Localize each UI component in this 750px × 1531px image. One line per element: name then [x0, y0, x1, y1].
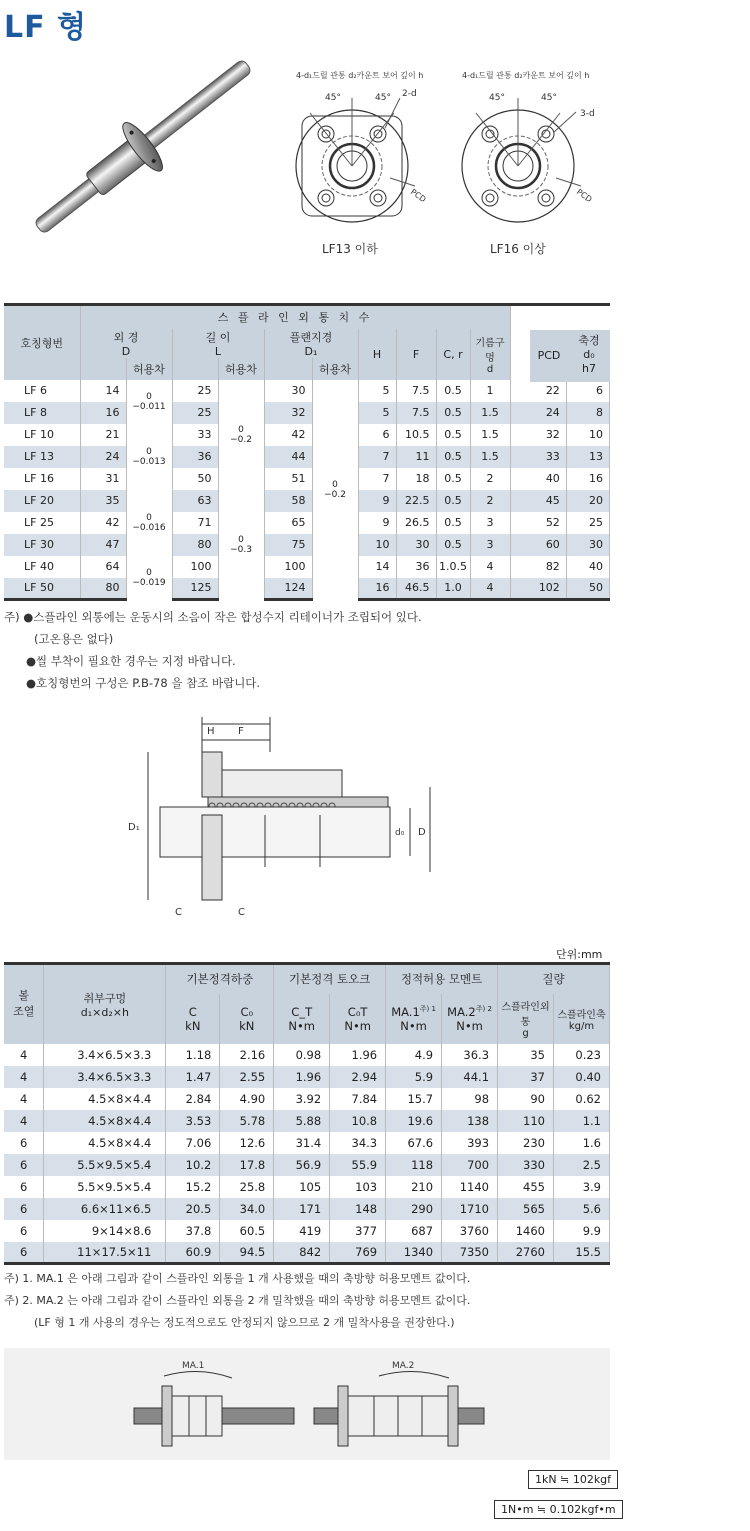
table-cell: 44 [264, 446, 312, 468]
table-cell: 2760 [498, 1242, 554, 1264]
table-cell: 6 [4, 1154, 44, 1176]
header-torque: 기본정격 토오크 [274, 964, 386, 994]
table-row [4, 1088, 610, 1110]
table-cell: 42 [80, 512, 126, 534]
table-row [4, 1066, 610, 1088]
header-moment: 정적허용 모멘트 [386, 964, 498, 994]
table-cell: 3 [470, 512, 510, 534]
table-cell: 7 [358, 468, 396, 490]
table-cell: LF 13 [4, 446, 80, 468]
table-cell: 0.40 [553, 1066, 609, 1088]
table-cell: 20.5 [166, 1198, 220, 1220]
table-row [4, 380, 610, 402]
table-cell: 15.2 [166, 1176, 220, 1198]
table-cell: 40 [566, 556, 609, 578]
header-tol-D: 허용차 [126, 358, 172, 380]
table-cell: LF 30 [4, 534, 80, 556]
header-hole-sub: d₁×d₂×h [80, 1005, 129, 1019]
table-cell: 58 [264, 490, 312, 512]
table-row [4, 556, 610, 578]
table-cell: 15.5 [553, 1242, 609, 1264]
tolerance-D: 0 −0.013 [126, 424, 172, 490]
notes-1 [4, 606, 610, 694]
table-cell: 377 [330, 1220, 386, 1242]
table-cell: 10 [566, 424, 609, 446]
table-cell: 290 [386, 1198, 442, 1220]
table-cell: 4 [4, 1110, 44, 1132]
moment-diagram [4, 1348, 610, 1460]
table-cell: 1.47 [166, 1066, 220, 1088]
table-row [4, 1110, 610, 1132]
table-cell: 3.4×6.5×3.3 [44, 1044, 166, 1066]
table-cell: 4 [4, 1044, 44, 1066]
svg-text:F: F [238, 726, 244, 737]
table-cell: LF 6 [4, 380, 80, 402]
header-load: 기본정격하중 [166, 964, 274, 994]
table-cell: 63 [172, 490, 218, 512]
tolerance-L: 0 −0.2 [218, 380, 264, 490]
table-cell: 5.5×9.5×5.4 [44, 1154, 166, 1176]
table-cell: 35 [80, 490, 126, 512]
table-cell: 4 [4, 1066, 44, 1088]
table-cell: 6.6×11×6.5 [44, 1198, 166, 1220]
table-cell: 30 [566, 534, 609, 556]
table-cell: 5.9 [386, 1066, 442, 1088]
conversion-nm: 1N•m ≒ 0.102kgf•m [494, 1500, 623, 1519]
table-cell: 0.5 [436, 534, 470, 556]
svg-text:H: H [207, 726, 215, 737]
table-cell: 5.78 [220, 1110, 274, 1132]
table-cell: LF 16 [4, 468, 80, 490]
table-cell: 4.5×8×4.4 [44, 1088, 166, 1110]
table-cell: 16 [566, 468, 609, 490]
table-cell: 455 [498, 1176, 554, 1198]
tolerance-L: 0 −0.3 [218, 490, 264, 600]
table-cell: 6 [4, 1242, 44, 1264]
table-cell: 6 [358, 424, 396, 446]
header-mass: 질량 [498, 964, 610, 994]
tolerance-D: 0 −0.019 [126, 556, 172, 600]
table-cell: 31.4 [274, 1132, 330, 1154]
header-L-sub: L [214, 344, 222, 358]
table-cell: 35 [498, 1044, 554, 1066]
table-cell: 1710 [442, 1198, 498, 1220]
table-cell: 393 [442, 1132, 498, 1154]
table-row [4, 1220, 610, 1242]
table-row [4, 1154, 610, 1176]
cross-section-drawing [120, 712, 450, 927]
table-cell: 0.98 [274, 1044, 330, 1066]
table-row [4, 402, 610, 424]
table-cell: 14 [358, 556, 396, 578]
table-cell: 102 [510, 578, 566, 600]
table-row [4, 1242, 610, 1264]
table-cell: 5.6 [553, 1198, 609, 1220]
svg-text:PCD: PCD [574, 187, 594, 205]
table-cell: 0.5 [436, 490, 470, 512]
table-cell: 10.8 [330, 1110, 386, 1132]
table-cell: 0.23 [553, 1044, 609, 1066]
table-cell: 25 [172, 380, 218, 402]
table-cell: 9 [358, 512, 396, 534]
table-cell: 0.5 [436, 468, 470, 490]
table-cell: 230 [498, 1132, 554, 1154]
table-cell: LF 20 [4, 490, 80, 512]
table-cell: 6 [4, 1132, 44, 1154]
table-cell: 687 [386, 1220, 442, 1242]
table-cell: 60.9 [166, 1242, 220, 1264]
header-F: F [396, 329, 436, 380]
table-cell: 16 [358, 578, 396, 600]
table-cell: 1 [470, 380, 510, 402]
table-cell: 34.0 [220, 1198, 274, 1220]
table-cell: 0.5 [436, 446, 470, 468]
table-cell: 3.53 [166, 1110, 220, 1132]
header-D1: 플랜지경 [289, 330, 333, 344]
table-cell: 4 [4, 1088, 44, 1110]
table-cell: 0.5 [436, 402, 470, 424]
table-cell: 33 [172, 424, 218, 446]
table-cell: 56.9 [274, 1154, 330, 1176]
header-d-sub: d [486, 363, 494, 375]
header-model: 호칭형번 [4, 305, 80, 380]
header-tol-L: 허용차 [218, 358, 264, 380]
rating-table: 볼 조열 취부구멍 d₁×d₂×h 기본정격하중 기본정격 토오크 정적허용 모멘트 질량 C kN C₀ kN C_T N•m C₀T N•m $MA.1^{주) 1}$ N•m $MA.2^{주) 2}$ N•m 스플라인외통 g 스플라인축 kg/m 4 3.4×6.5×3.3 1.18 2.16 0.98 1.96 4.9 36.3 35 0.23 4 3.4×6.5×3.3 1.47 2.55 1.96 2.94 5.9 44.1 37 0.40 4 4.5×8×4.4 2.84 4.90 3.92 7.84 15.7 98 90 0.62 4 4.5×8×4.4 3.53 5.78 5.88 10.8 19.6 138 110 1.1 6 4.5×8×4.4 7.06 12.6 31.4 34.3 67.6 393 230 1.6 6 5.5×9.5×5.4 10.2 17.8 56.9 55.9 118 700 330 2.5 6 5.5×9.5×5.4 15.2 25.8 105 103 210 1140 455 3.9 6 6.6×11×6.5 20.5 34.0 171 148 290 1710 565 5.6 6 9×14×8.6 37.8 60.5 419 377 687 3760 1460 9.9 6 11×17.5×11 60.9 94.5 842 769 1340 7350 2760 15.5 [4, 962, 610, 1265]
table-cell: 60.5 [220, 1220, 274, 1242]
table-cell: 3.9 [553, 1176, 609, 1198]
table-cell: 22.5 [396, 490, 436, 512]
svg-text:MA.2: MA.2 [392, 1361, 415, 1371]
table-cell: 71 [172, 512, 218, 534]
table-cell: 12.6 [220, 1132, 274, 1154]
table-cell: 80 [172, 534, 218, 556]
header-d: 기름구멍 [475, 337, 505, 364]
table-cell: 5 [358, 380, 396, 402]
table-cell: 110 [498, 1110, 554, 1132]
table-cell: 20 [566, 490, 609, 512]
table-cell: 2 [470, 468, 510, 490]
table-cell: 33 [510, 446, 566, 468]
header-group: 스 플 라 인 외 통 치 수 [80, 305, 510, 329]
note-1-0: 주) ●스플라인 외통에는 운동시의 소음이 작은 합성수지 리테이너가 조립되어 있다. [4, 610, 422, 624]
table-cell: 6 [566, 380, 609, 402]
header-D1-sub: D₁ [304, 344, 318, 358]
flange-drawing-lf16 [456, 68, 606, 238]
table-cell: 1.0.5 [436, 556, 470, 578]
table-row [4, 1176, 610, 1198]
table-cell: 19.6 [386, 1110, 442, 1132]
tolerance-D: 0 −0.016 [126, 490, 172, 556]
note-2-2: (LF 형 1 개 사용의 경우는 정도적으로도 안정되지 않으므로 2 개 밀착사용을 권장한다.) [34, 1316, 455, 1329]
table-cell: 65 [264, 512, 312, 534]
header-hole: 취부구멍 [83, 991, 127, 1005]
table-cell: 11 [396, 446, 436, 468]
table-row [4, 446, 610, 468]
header-tol-D1: 허용차 [312, 358, 358, 380]
table-cell: 50 [566, 578, 609, 600]
table-row [4, 468, 610, 490]
table-cell: 100 [264, 556, 312, 578]
table-cell: 105 [274, 1176, 330, 1198]
table-cell: 22 [510, 380, 566, 402]
svg-text:C: C [175, 907, 182, 918]
conversion-kn: 1kN ≒ 102kgf [528, 1470, 618, 1489]
table-cell: 10.5 [396, 424, 436, 446]
table-cell: 5.5×9.5×5.4 [44, 1176, 166, 1198]
table-cell: 1340 [386, 1242, 442, 1264]
table-cell: 1.5 [470, 402, 510, 424]
table-cell: 419 [274, 1220, 330, 1242]
table-cell: 7.84 [330, 1088, 386, 1110]
table-cell: 25 [172, 402, 218, 424]
table-cell: 3760 [442, 1220, 498, 1242]
table-cell: 24 [510, 402, 566, 424]
table-cell: 842 [274, 1242, 330, 1264]
table-cell: 30 [396, 534, 436, 556]
table-cell: 98 [442, 1088, 498, 1110]
header-d0: 축경 d₀ h7 [568, 330, 610, 382]
note-2-1: 주) 2. MA.2 는 아래 그림과 같이 스플라인 외통을 2 개 밀착했을 때의 축방향 허용모멘트 값이다. [4, 1294, 471, 1307]
table-cell: 36 [396, 556, 436, 578]
table-cell: 1.1 [553, 1110, 609, 1132]
table-cell: 64 [80, 556, 126, 578]
header-bolt: 볼 조열 [4, 964, 44, 1044]
table-cell: 46.5 [396, 578, 436, 600]
header-L: 길 이 [205, 330, 231, 344]
table-cell: 1.6 [553, 1132, 609, 1154]
table-cell: 3 [470, 534, 510, 556]
table-cell: 1.5 [470, 424, 510, 446]
table-cell: 94.5 [220, 1242, 274, 1264]
svg-text:PCD: PCD [408, 187, 428, 205]
table-cell: 32 [264, 402, 312, 424]
note-1-1: (고온용은 없다) [34, 632, 114, 646]
table-cell: 24 [80, 446, 126, 468]
table-cell: LF 10 [4, 424, 80, 446]
table-cell: LF 40 [4, 556, 80, 578]
table-cell: 118 [386, 1154, 442, 1176]
table-cell: 9 [358, 490, 396, 512]
svg-text:C: C [238, 907, 245, 918]
table-cell: 4 [470, 578, 510, 600]
table-cell: 2.94 [330, 1066, 386, 1088]
table-cell: 30 [264, 380, 312, 402]
table-cell: 10.2 [166, 1154, 220, 1176]
table-cell: 11×17.5×11 [44, 1242, 166, 1264]
table-cell: 15.7 [386, 1088, 442, 1110]
flange1-label: LF13 이하 [322, 242, 378, 256]
table-cell: 60 [510, 534, 566, 556]
svg-text:45°: 45° [375, 93, 391, 103]
table-cell: 125 [172, 578, 218, 600]
table-cell: 21 [80, 424, 126, 446]
table-cell: 6 [4, 1220, 44, 1242]
svg-text:MA.1: MA.1 [182, 1361, 205, 1371]
table-row [4, 424, 610, 446]
unit-label: 단위:mm [556, 948, 603, 961]
table-row [4, 512, 610, 534]
notes-2 [4, 1268, 624, 1334]
table-cell: 18 [396, 468, 436, 490]
svg-text:45°: 45° [541, 93, 557, 103]
table-cell: 55.9 [330, 1154, 386, 1176]
table-row [4, 490, 610, 512]
table-cell: 124 [264, 578, 312, 600]
header-H: H [358, 329, 396, 380]
table-cell: 0.5 [436, 512, 470, 534]
table-row [4, 1044, 610, 1066]
table-cell: 9.9 [553, 1220, 609, 1242]
table-cell: 51 [264, 468, 312, 490]
flange2-note: 4-d₁드릴 관통 d₂카운트 보어 깊이 h [462, 71, 590, 80]
table-cell: 103 [330, 1176, 386, 1198]
table-cell: 1.18 [166, 1044, 220, 1066]
table-cell: 5 [358, 402, 396, 424]
table-cell: 330 [498, 1154, 554, 1176]
table-cell: 13 [566, 446, 609, 468]
table-cell: 34.3 [330, 1132, 386, 1154]
table-cell: 4.5×8×4.4 [44, 1110, 166, 1132]
table-cell: 0.62 [553, 1088, 609, 1110]
table-cell: 171 [274, 1198, 330, 1220]
table-cell: 769 [330, 1242, 386, 1264]
table-cell: 1.96 [274, 1066, 330, 1088]
table-cell: 14 [80, 380, 126, 402]
table-cell: 32 [510, 424, 566, 446]
flange-drawing-lf13 [290, 68, 440, 238]
table-cell: 2.55 [220, 1066, 274, 1088]
table-cell: 0.5 [436, 424, 470, 446]
table-cell: 4.9 [386, 1044, 442, 1066]
page-title: LF 형 [4, 10, 88, 45]
table-cell: 6 [4, 1176, 44, 1198]
table-cell: 2 [470, 490, 510, 512]
table-row [4, 1132, 610, 1154]
table-cell: 9×14×8.6 [44, 1220, 166, 1242]
table-cell: 90 [498, 1088, 554, 1110]
table-cell: 1460 [498, 1220, 554, 1242]
table-cell: 7.5 [396, 402, 436, 424]
table-cell: 31 [80, 468, 126, 490]
table-cell: 1.96 [330, 1044, 386, 1066]
svg-text:D: D [418, 827, 426, 838]
table-cell: 82 [510, 556, 566, 578]
table-cell: 7 [358, 446, 396, 468]
table-row [4, 578, 610, 600]
table-cell: 42 [264, 424, 312, 446]
table-cell: 75 [264, 534, 312, 556]
table-row [4, 534, 610, 556]
table-cell: 4.5×8×4.4 [44, 1132, 166, 1154]
table-cell: 8 [566, 402, 609, 424]
table-cell: 1.5 [470, 446, 510, 468]
table-cell: 50 [172, 468, 218, 490]
table-cell: 0.5 [436, 380, 470, 402]
svg-text:45°: 45° [489, 93, 505, 103]
table-cell: 565 [498, 1198, 554, 1220]
flange1-note: 4-d₁드릴 관통 d₂카운트 보어 깊이 h [296, 71, 424, 80]
table-cell: 4 [470, 556, 510, 578]
table-cell: 6 [4, 1198, 44, 1220]
table-cell: LF 8 [4, 402, 80, 424]
svg-text:2-d: 2-d [402, 89, 417, 99]
flange2-label: LF16 이상 [490, 242, 546, 256]
table-cell: 5.88 [274, 1110, 330, 1132]
header-Cr: C, r [436, 329, 470, 380]
table-cell: 4.90 [220, 1088, 274, 1110]
table-cell: 2.84 [166, 1088, 220, 1110]
spline-dimension-table [4, 303, 610, 601]
table-cell: 37 [498, 1066, 554, 1088]
table-cell: 52 [510, 512, 566, 534]
svg-text:d₀: d₀ [395, 828, 405, 838]
table-cell: 2.5 [553, 1154, 609, 1176]
table-cell: 47 [80, 534, 126, 556]
table-cell: 7.06 [166, 1132, 220, 1154]
table-cell: 138 [442, 1110, 498, 1132]
table-cell: 3.92 [274, 1088, 330, 1110]
table-cell: 148 [330, 1198, 386, 1220]
table-cell: 100 [172, 556, 218, 578]
table-cell: LF 25 [4, 512, 80, 534]
table-cell: 10 [358, 534, 396, 556]
tolerance-D1: 0 −0.2 [312, 380, 358, 600]
table-cell: 36 [172, 446, 218, 468]
table-cell: 45 [510, 490, 566, 512]
table-cell: 2.16 [220, 1044, 274, 1066]
header-D: 외 경 [113, 330, 139, 344]
table-cell: LF 50 [4, 578, 80, 600]
table-cell: 17.8 [220, 1154, 274, 1176]
svg-text:45°: 45° [325, 93, 341, 103]
svg-text:D₁: D₁ [128, 822, 140, 833]
note-1-3: ●호칭형번의 구성은 P.B-78 을 참조 바랍니다. [26, 676, 261, 690]
table-cell: 67.6 [386, 1132, 442, 1154]
table-cell: 25 [566, 512, 609, 534]
note-2-0: 주) 1. MA.1 은 아래 그림과 같이 스플라인 외통을 1 개 사용했을 때의 축방향 허용모멘트 값이다. [4, 1272, 471, 1285]
table-cell: 44.1 [442, 1066, 498, 1088]
table-cell: 1140 [442, 1176, 498, 1198]
table-cell: 7.5 [396, 380, 436, 402]
table-cell: 210 [386, 1176, 442, 1198]
table-cell: 25.8 [220, 1176, 274, 1198]
svg-text:3-d: 3-d [580, 109, 595, 119]
table-row [4, 1198, 610, 1220]
table-cell: 80 [80, 578, 126, 600]
product-illustration [10, 55, 280, 235]
table-cell: 37.8 [166, 1220, 220, 1242]
table-cell: 7350 [442, 1242, 498, 1264]
table-cell: 40 [510, 468, 566, 490]
table-cell: 26.5 [396, 512, 436, 534]
header-D-sub: D [121, 344, 131, 358]
table-cell: 3.4×6.5×3.3 [44, 1066, 166, 1088]
header-PCD: PCD [530, 330, 568, 382]
table-cell: 1.0 [436, 578, 470, 600]
table-cell: 16 [80, 402, 126, 424]
table-cell: 36.3 [442, 1044, 498, 1066]
table-cell: 700 [442, 1154, 498, 1176]
tolerance-D: 0 −0.011 [126, 380, 172, 424]
note-1-2: ●씰 부착이 필요한 경우는 지정 바랍니다. [26, 654, 236, 668]
